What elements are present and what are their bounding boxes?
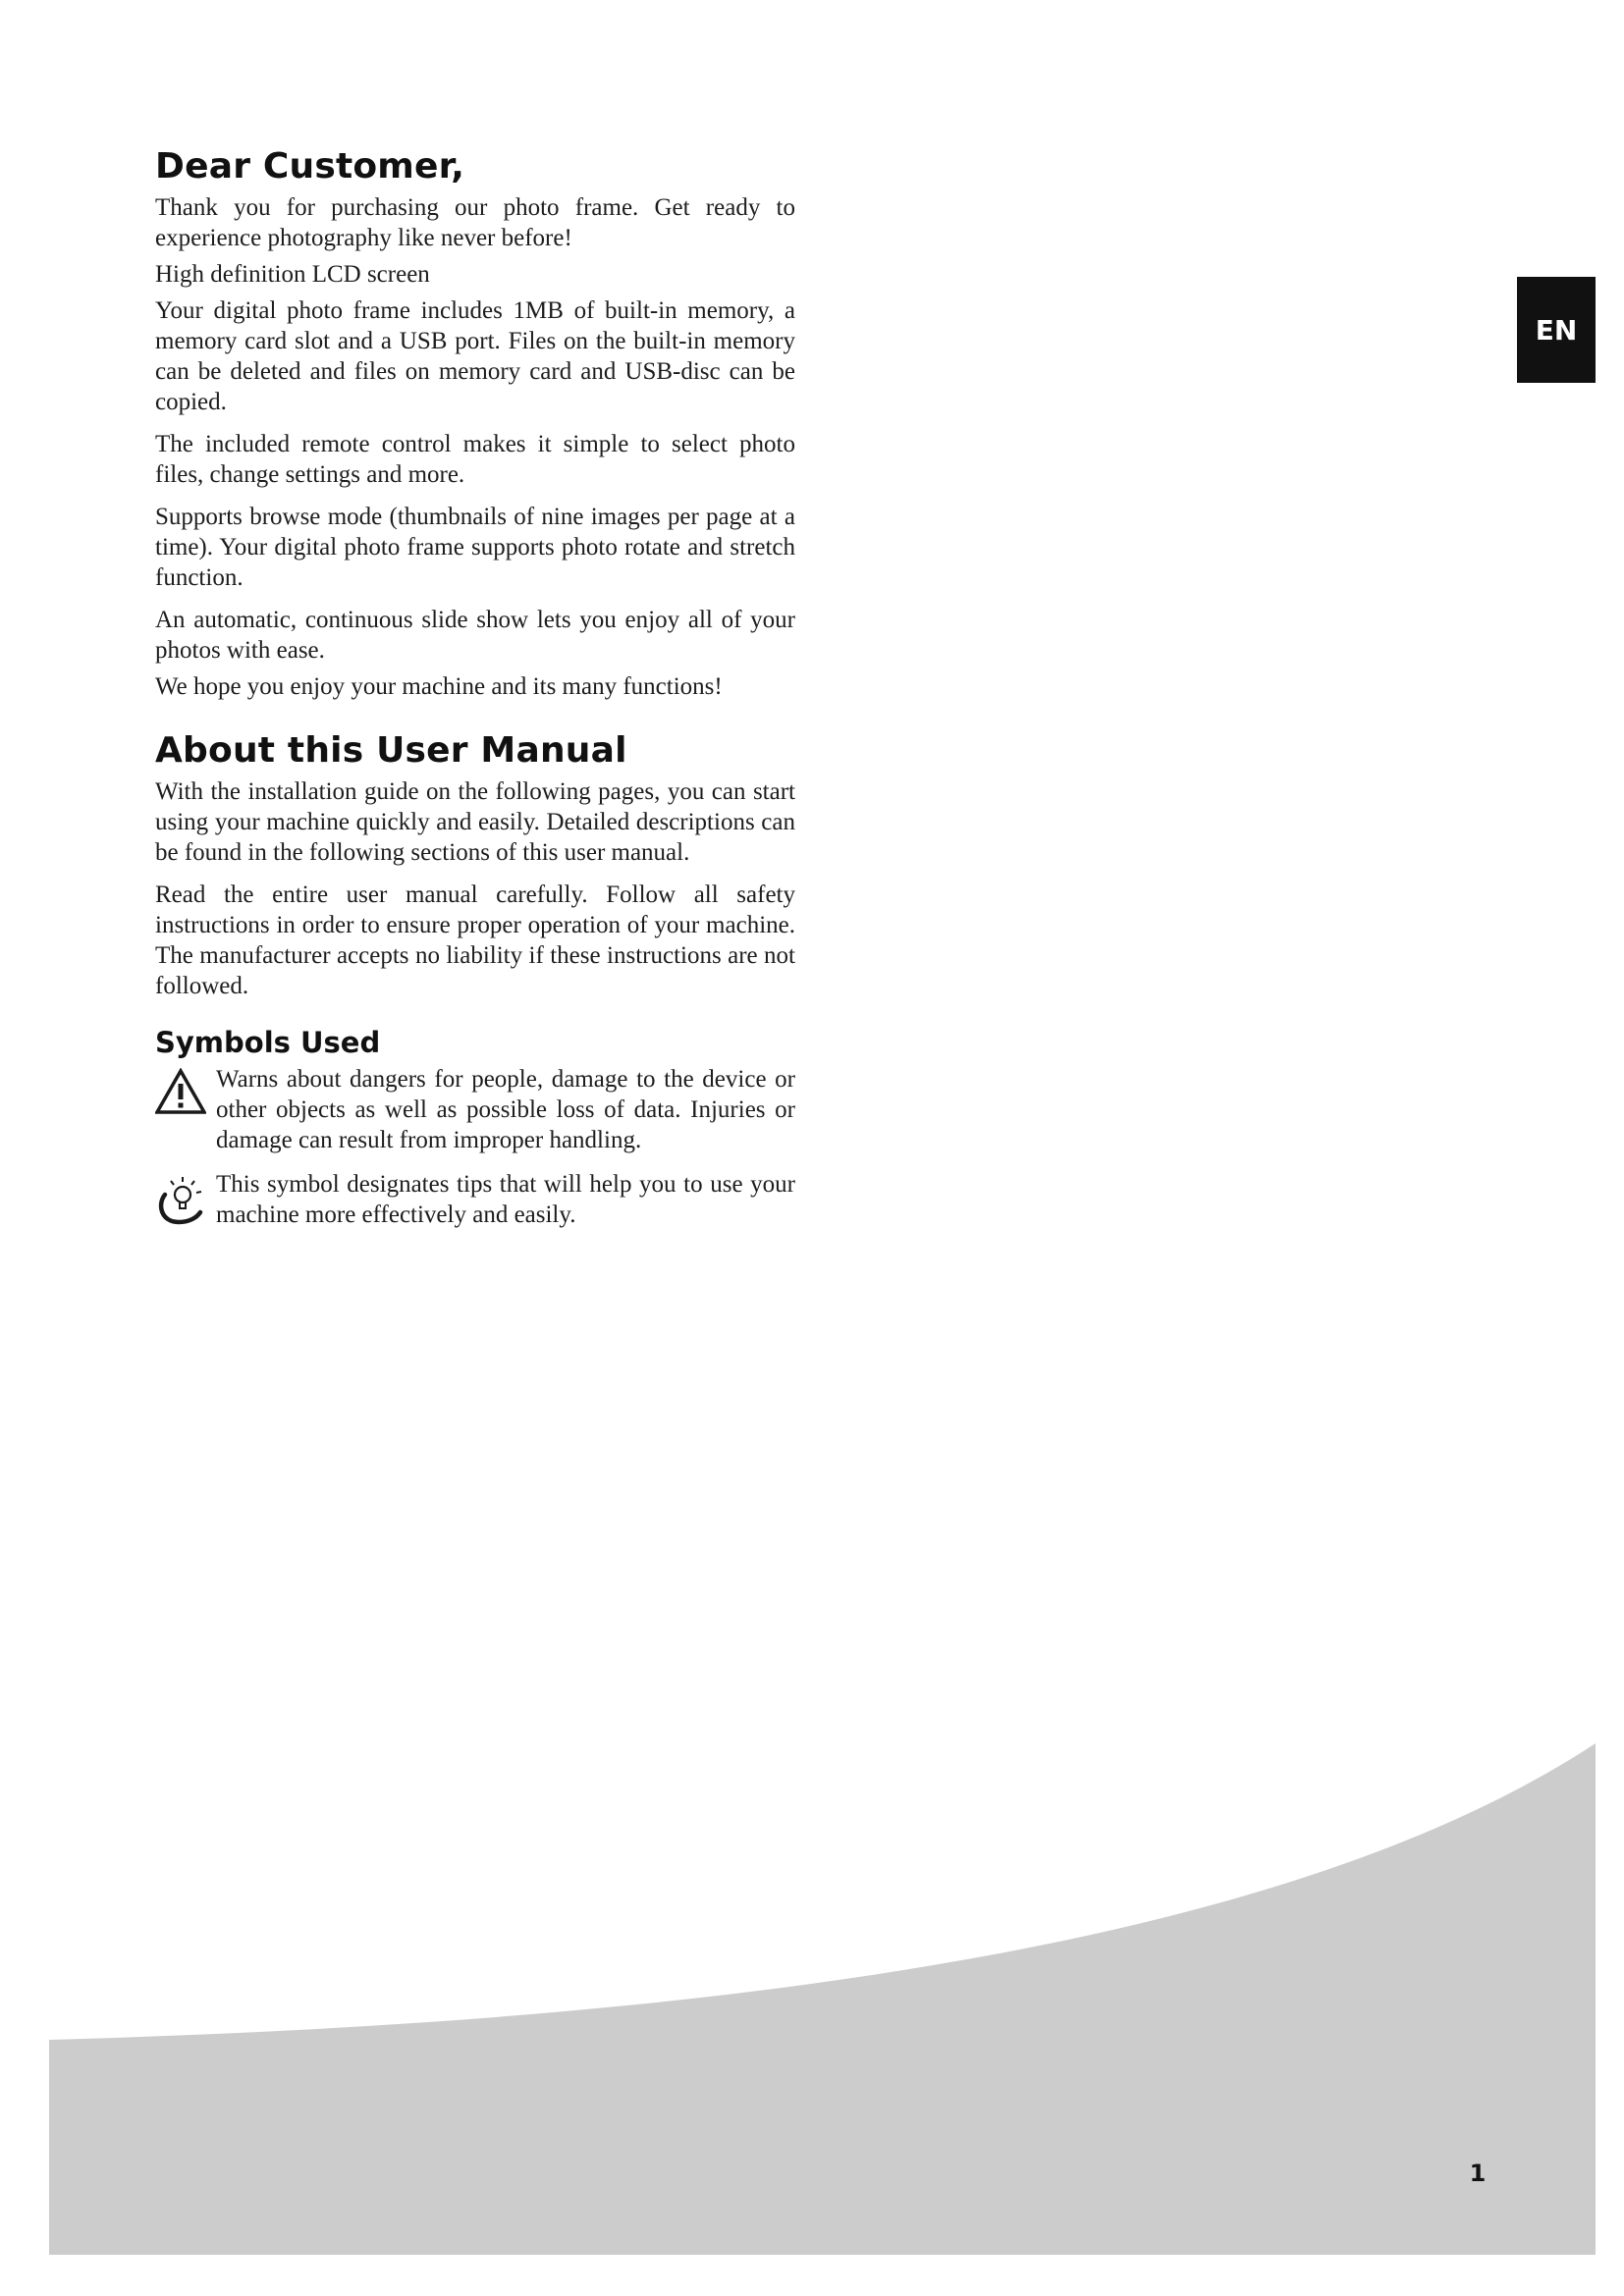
symbols-used-heading: Symbols Used — [155, 1026, 381, 1059]
paragraph: Read the entire user manual carefully. Follow all safety instructions in order to ensure proper operation of your machine. The manufacturer accepts no liability if these instructions are not followed. — [155, 881, 795, 999]
paragraph: Thank you for purchasing our photo frame. Get ready to experience photography like never before! — [155, 194, 795, 251]
paragraph: An automatic, continuous slide show lets you enjoy all of your photos with ease. — [155, 607, 795, 664]
main-text-column — [155, 145, 795, 1244]
paragraph: Your digital photo frame includes 1MB of built-in memory, a memory card slot and a USB port. Files on the built-in memory can be deleted and files on memory card and USB-disc can be copied. — [155, 297, 795, 415]
warning-triangle-icon — [155, 1068, 206, 1115]
paragraph: High definition LCD screen — [155, 261, 430, 288]
language-tab — [1517, 277, 1596, 383]
paragraph: We hope you enjoy your machine and its many functions! — [155, 673, 723, 700]
dear-customer-heading: Dear Customer, — [155, 146, 465, 187]
tip-symbol-row — [155, 1169, 795, 1230]
paragraph: Supports browse mode (thumbnails of nine images per page at a time). Your digital photo frame supports photo rotate and stretch function. — [155, 504, 795, 591]
tip-description: This symbol designates tips that will help you to use your machine more effectively and easily. — [216, 1171, 795, 1228]
paragraph: With the installation guide on the following pages, you can start using your machine quickly and easily. Detailed descriptions can be found in the following sections of this user manual. — [155, 778, 795, 866]
page-number: 1 — [1469, 2160, 1487, 2187]
language-tab-label: EN — [1535, 313, 1578, 347]
lightbulb-tip-icon — [155, 1173, 210, 1228]
warning-symbol-row — [155, 1064, 795, 1155]
paragraph: The included remote control makes it simple to select photo files, change settings and more. — [155, 431, 795, 488]
warning-description: Warns about dangers for people, damage to the device or other objects as well as possible loss of data. Injuries or damage can result from improper handling. — [216, 1066, 795, 1153]
about-manual-heading: About this User Manual — [155, 730, 627, 771]
